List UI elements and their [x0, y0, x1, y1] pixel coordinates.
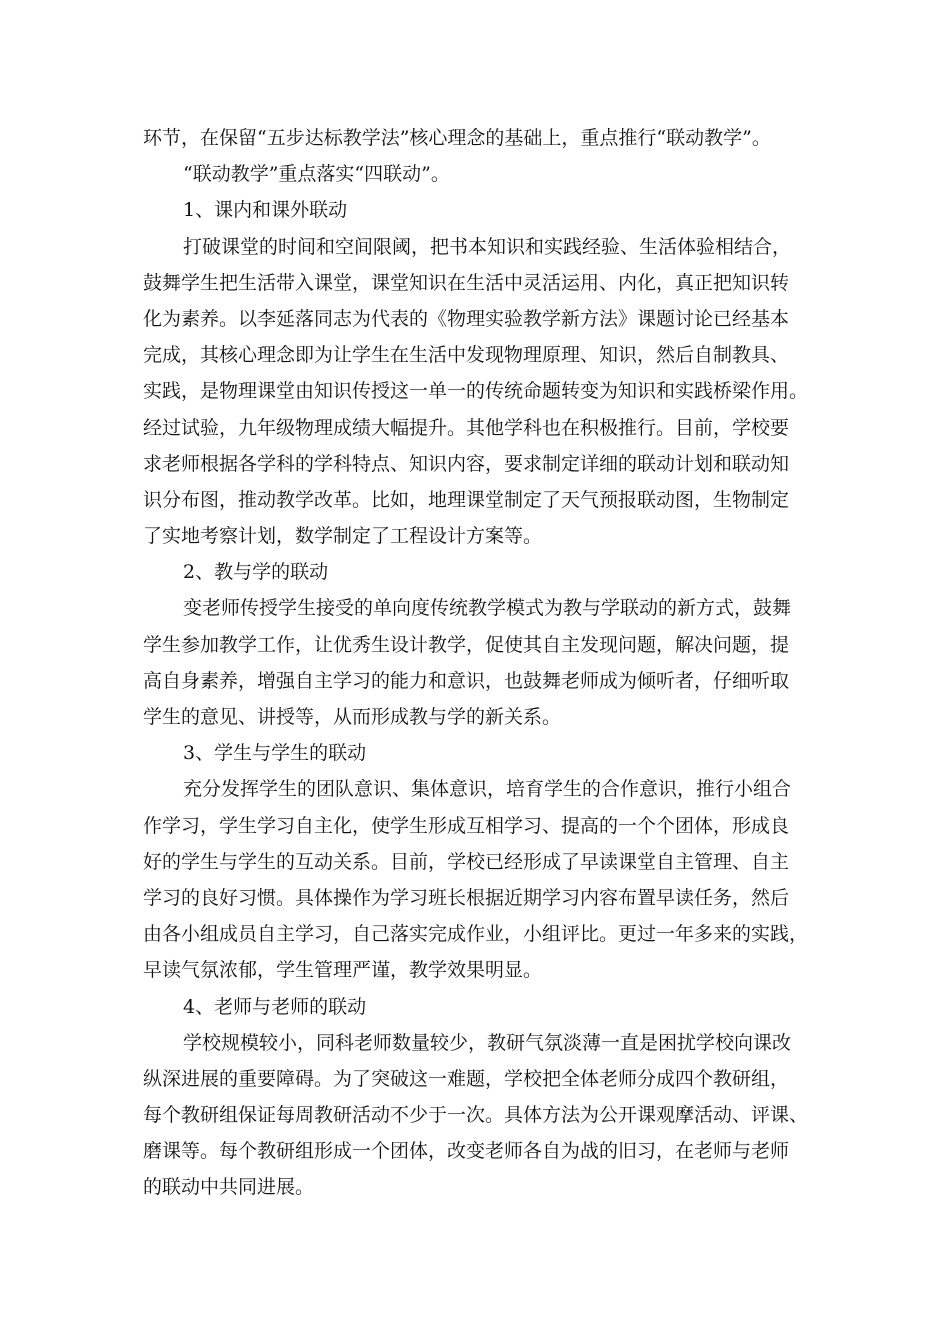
paragraph-line: 学生的意见、讲授等，从而形成教与学的新关系。	[143, 706, 562, 728]
paragraph-line: 变老师传授学生接受的单向度传统教学模式为教与学联动的新方式，鼓舞	[183, 597, 792, 620]
paragraph-line: 早读气氛浓郁，学生管理严谨，教学效果明显。	[143, 959, 543, 982]
paragraph-line: 识分布图，推动教学改革。比如，地理课堂制定了天气预报联动图，生物制定	[143, 488, 790, 511]
paragraph-line: 打破课堂的时间和空间限阈，把书本知识和实践经验、生活体验相结合，	[183, 235, 792, 258]
paragraph-line: 鼓舞学生把生活带入课堂，课堂知识在生活中灵活运用、内化，真正把知识转	[143, 271, 790, 294]
paragraph-line: 作学习，学生学习自主化，使学生形成互相学习、提高的一个个团体，形成良	[143, 814, 790, 837]
paragraph-line: 的联动中共同进展。	[143, 1176, 315, 1199]
section-heading: 2、教与学的联动	[183, 561, 329, 584]
paragraph-line: 磨课等。每个教研组形成一个团体，改变老师各自为战的旧习，在老师与老师	[143, 1140, 790, 1163]
paragraph-line: 高自身素养，增强自主学习的能力和意识，也鼓舞老师成为倾听者，仔细听取	[143, 669, 790, 692]
paragraph-line: 求老师根据各学科的学科特点、知识内容，要求制定详细的联动计划和联动知	[143, 452, 790, 475]
paragraph-line: 充分发挥学生的团队意识、集体意识，培育学生的合作意识，推行小组合	[183, 778, 792, 801]
paragraph-line: 学校规模较小，同科老师数量较少，教研气氛淡薄一直是困扰学校向课改	[183, 1031, 792, 1054]
paragraph-line: “联动教学”重点落实“四联动”。	[183, 163, 450, 186]
section-heading: 1、课内和课外联动	[183, 199, 348, 222]
paragraph-line: 好的学生与学生的互动关系。目前，学校已经形成了早读课堂自主管理、自主	[143, 850, 790, 873]
paragraph-line: 每个教研组保证每周教研活动不少于一次。具体方法为公开课观摩活动、评课、	[143, 1104, 809, 1127]
document-body	[143, 120, 813, 1206]
paragraph-line: 了实地考察计划，数学制定了工程设计方案等。	[143, 525, 543, 548]
section-heading: 4、老师与老师的联动	[183, 995, 367, 1018]
paragraph-line: 完成，其核心理念即为让学生在生活中发现物理原理、知识，然后自制教具、	[143, 344, 790, 367]
paragraph-line: 环节，在保留“五步达标教学法”核心理念的基础上，重点推行“联动教学”。	[143, 127, 771, 149]
paragraph-line: 学生参加教学工作，让优秀生设计教学，促使其自主发现问题，解决问题，提	[143, 633, 790, 656]
paragraph-line: 由各小组成员自主学习，自己落实完成作业，小组评比。更过一年多来的实践，	[143, 923, 809, 946]
paragraph-line: 化为素养。以李延落同志为代表的《物理实验教学新方法》课题讨论已经基本	[143, 307, 790, 330]
paragraph-line: 学习的良好习惯。具体操作为学习班长根据近期学习内容布置早读任务，然后	[143, 886, 790, 909]
paragraph-line: 实践，是物理课堂由知识传授这一单一的传统命题转变为知识和实践桥梁作用。	[143, 380, 809, 403]
paragraph-line: 经过试验，九年级物理成绩大幅提升。其他学科也在积极推行。目前，学校要	[143, 416, 790, 439]
paragraph-line: 纵深进展的重要障碍。为了突破这一难题，学校把全体老师分成四个教研组，	[143, 1067, 790, 1090]
section-heading: 3、学生与学生的联动	[183, 742, 367, 765]
